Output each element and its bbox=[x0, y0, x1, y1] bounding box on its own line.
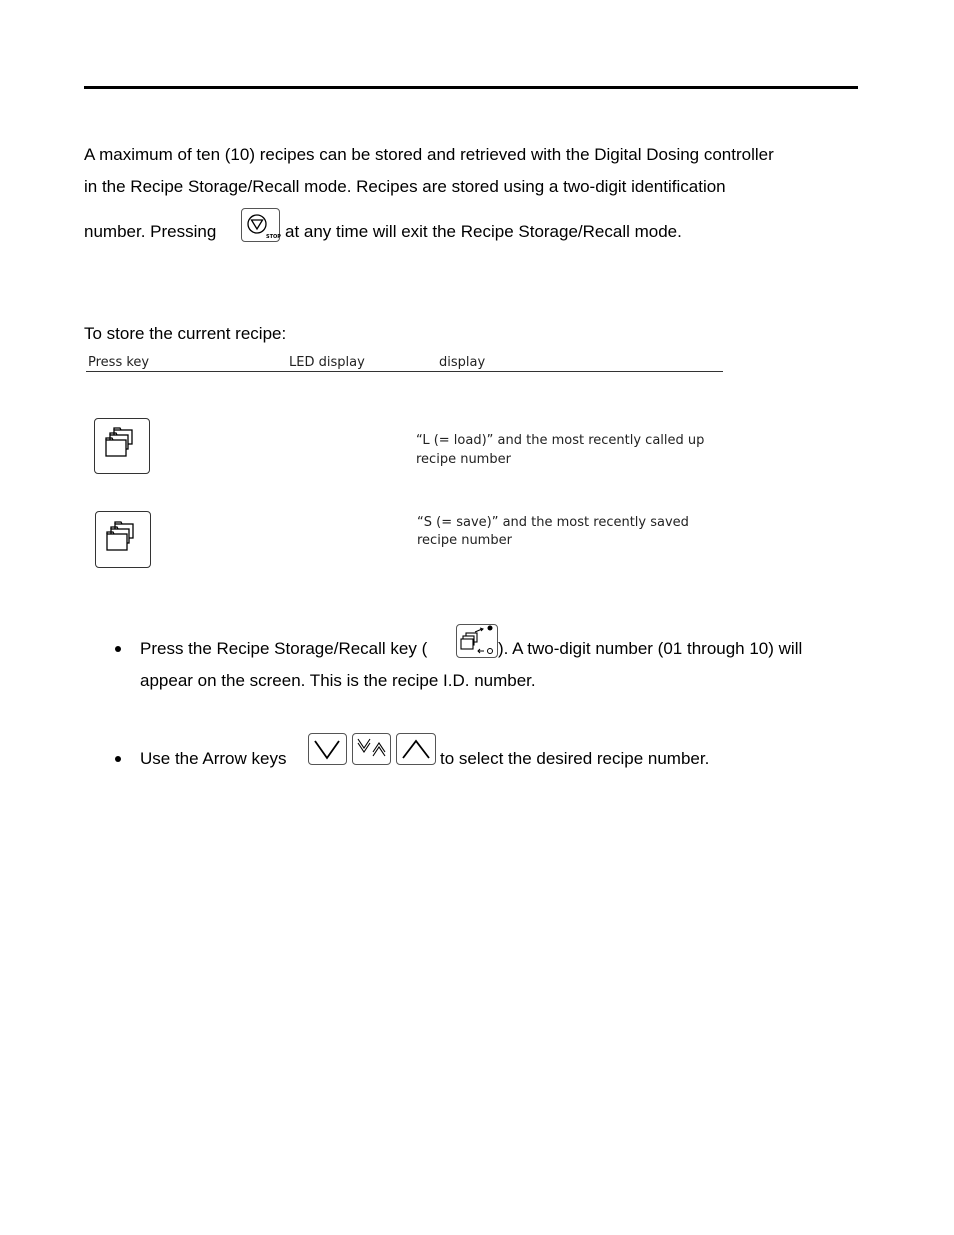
recipe-key-icon bbox=[95, 511, 151, 568]
recipe-key-icon bbox=[94, 418, 150, 474]
intro-line-2: in the Recipe Storage/Recall mode. Recipes are stored using a two-digit identification bbox=[84, 177, 726, 196]
row1-display-line1: “L (= load)” and the most recently called up bbox=[416, 433, 705, 448]
bullet2-text-end: to select the desired recipe number. bbox=[440, 749, 710, 768]
col-header-display: display bbox=[439, 355, 486, 370]
row2-display-line2: recipe number bbox=[417, 533, 512, 548]
header-rule bbox=[84, 86, 858, 89]
bullet1-line2: appear on the screen. This is the recipe I.D. number. bbox=[140, 671, 536, 690]
stop-key-icon bbox=[241, 208, 280, 242]
double-arrow-key-icon bbox=[352, 733, 391, 765]
arrow-up-key-icon bbox=[396, 733, 436, 765]
stop-key-label: STOP bbox=[266, 234, 281, 240]
intro-line-1: A maximum of ten (10) recipes can be stored and retrieved with the Digital Dosing controller bbox=[84, 145, 774, 164]
store-heading: To store the current recipe: bbox=[84, 324, 287, 343]
col-header-press-key: Press key bbox=[88, 355, 150, 370]
recipe-storage-recall-key-icon bbox=[456, 624, 498, 658]
row2-display-line1: “S (= save)” and the most recently saved bbox=[417, 515, 689, 530]
bullet1-text-start: Press the Recipe Storage/Recall key ( bbox=[140, 639, 428, 658]
col-header-led-display: LED display bbox=[289, 355, 365, 370]
table-header-rule bbox=[86, 371, 723, 372]
intro-line-3-start: number. Pressing bbox=[84, 222, 217, 241]
row1-display-line2: recipe number bbox=[416, 452, 511, 467]
bullet1-text-end: ). A two-digit number (01 through 10) will bbox=[498, 639, 803, 658]
bullet-dot bbox=[115, 756, 121, 762]
bullet-dot bbox=[115, 646, 121, 652]
bullet2-text-start: Use the Arrow keys bbox=[140, 749, 287, 768]
intro-line-3-end: at any time will exit the Recipe Storage/Recall mode. bbox=[285, 222, 682, 241]
arrow-down-key-icon bbox=[308, 733, 347, 765]
